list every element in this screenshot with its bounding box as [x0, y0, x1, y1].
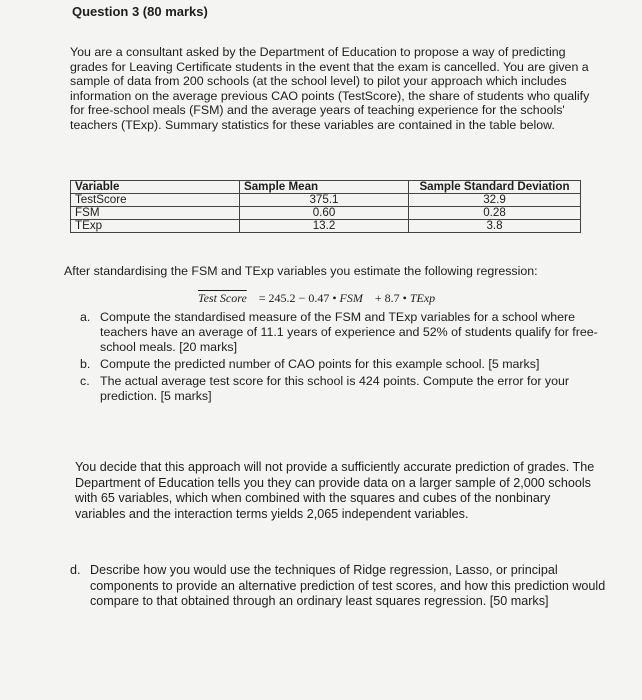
- equation-rhs-part2: + 8.7 •: [374, 291, 407, 305]
- equation-fsm: FSM: [339, 291, 363, 305]
- cell-sd: 3.8: [409, 220, 581, 233]
- part-label: a.: [80, 310, 91, 324]
- cell-mean: 375.1: [240, 194, 409, 207]
- cell-variable: TExp: [71, 220, 240, 233]
- equation-lhs: Test Score: [198, 291, 247, 305]
- part-label: b.: [80, 357, 91, 371]
- part-label: d.: [70, 563, 81, 577]
- header-sample-sd: Sample Standard Deviation: [409, 181, 581, 194]
- table-header-row: [71, 181, 581, 194]
- part-label: c.: [80, 374, 90, 388]
- intro-paragraph: You are a consultant asked by the Department of Education to propose a way of predicting grades for Leaving Certificate students in the event that the exam is cancelled. You are given a sample of data from 200 schools (at the school level) to pilot your approach which includes information on the average previous CAO points (TestScore), the share of students who qualify for free-school meals (FSM) and the average years of teaching experience for the schools' teachers (TExp). Summary statistics for these variables are contained in the table below.: [70, 45, 590, 132]
- cell-mean: 13.2: [240, 220, 409, 233]
- header-sample-mean: Sample Mean: [240, 181, 409, 194]
- cell-variable: FSM: [71, 207, 240, 220]
- equation-rhs-part1: = 245.2 − 0.47 •: [258, 291, 337, 305]
- cell-variable: TestScore: [71, 194, 240, 207]
- cell-sd: 0.28: [409, 207, 581, 220]
- part-text: The actual average test score for this school is 424 points. Compute the error for your prediction. [5 marks]: [100, 374, 570, 403]
- header-variable: Variable: [71, 181, 240, 194]
- regression-equation: [198, 291, 435, 306]
- table-row: [71, 207, 581, 220]
- second-paragraph: You decide that this approach will not provide a sufficiently accurate prediction of grades. The Department of Education tells you they can provide data on a larger sample of 2,000 schools with 65 variables, which when combined with the squares and cubes of the nonbinary variables and the interaction terms yields 2,065 independent variables.: [75, 460, 595, 521]
- regression-intro-text: After standardising the FSM and TExp variables you estimate the following regression:: [64, 264, 538, 278]
- equation-texp: TExp: [409, 291, 436, 305]
- part-text: Compute the standardised measure of the FSM and TExp variables for a school where teachers have an average of 11.1 years of experience and 52% of students qualify for free-school meals. [20 marks]: [100, 310, 598, 354]
- table-row: [71, 194, 581, 207]
- part-text: Describe how you would use the techniques of Ridge regression, Lasso, or principal components to provide an alternative prediction of test scores, and how this prediction would compare to that obtained through an ordinary least squares regression. [50 marks]: [90, 563, 606, 609]
- part-text: Compute the predicted number of CAO points for this example school. [5 marks]: [100, 357, 540, 371]
- question-parts-list: [80, 310, 600, 406]
- list-item: [80, 310, 600, 355]
- cell-mean: 0.60: [240, 207, 409, 220]
- table-row: [71, 220, 581, 233]
- list-item: [80, 357, 600, 372]
- list-item: [80, 374, 600, 404]
- summary-statistics-table: [70, 180, 581, 233]
- question-title: Question 3 (80 marks): [72, 4, 208, 19]
- part-d: [70, 563, 610, 610]
- cell-sd: 32.9: [409, 194, 581, 207]
